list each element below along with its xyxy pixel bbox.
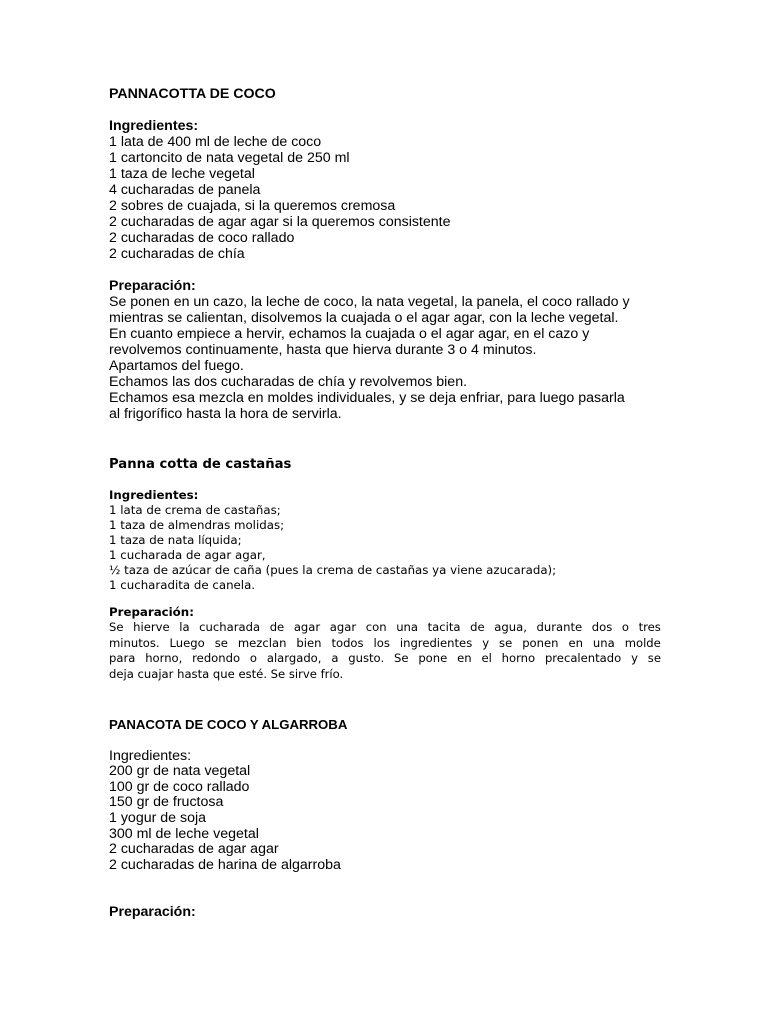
ingredient-item: 1 taza de almendras molidas; xyxy=(109,517,285,532)
ingredients-list xyxy=(109,503,661,592)
preparation-heading: Preparación: xyxy=(109,904,196,921)
ingredient-item: 200 gr de nata vegetal xyxy=(109,763,251,780)
preparation-line: Echamos esa mezcla en moldes individuales, y se deja enfriar, para luego pasarla xyxy=(109,390,625,406)
ingredient-item: 2 cucharadas de agar agar si la queremos consistente xyxy=(109,214,451,230)
ingredient-item: 2 cucharadas de agar agar xyxy=(109,841,279,858)
ingredient-item: 1 cartoncito de nata vegetal de 250 ml xyxy=(109,150,350,166)
ingredients-list xyxy=(109,764,669,873)
recipe-pannacotta-de-coco xyxy=(109,86,669,422)
preparation-line: En cuanto empiece a hervir, echamos la cuajada o el agar agar, en el cazo y xyxy=(109,326,590,342)
recipe-title: PANNACOTTA DE COCO xyxy=(109,86,276,102)
preparation-line: revolvemos continuamente, hasta que hierva durante 3 o 4 minutos. xyxy=(109,342,537,358)
ingredient-item: 100 gr de coco rallado xyxy=(109,778,250,795)
ingredient-item: 1 yogur de soja xyxy=(109,809,207,826)
preparation-line: mientras se calientan, disolvemos la cuajada o el agar agar, con la leche vegetal. xyxy=(109,310,619,326)
preparation-line: al frigorífico hasta la hora de servirla. xyxy=(109,406,342,422)
ingredient-item: ½ taza de azúcar de caña (pues la crema de castañas ya viene azucarada); xyxy=(109,562,557,577)
ingredient-item: 4 cucharadas de panela xyxy=(109,182,261,198)
ingredient-item: 2 cucharadas de coco rallado xyxy=(109,230,295,246)
preparation-heading: Preparación: xyxy=(109,278,196,294)
recipe-title: PANACOTA DE COCO Y ALGARROBA xyxy=(109,717,348,732)
preparation-line: Apartamos del fuego. xyxy=(109,358,244,374)
ingredient-item: 1 lata de crema de castañas; xyxy=(109,503,281,517)
preparation-line: minutos. Luego se mezclan bien todos los ingredientes y se ponen en una molde xyxy=(109,635,661,650)
ingredients-heading: Ingredientes: xyxy=(109,488,199,502)
preparation-line: Echamos las dos cucharadas de chía y revolvemos bien. xyxy=(109,374,468,390)
recipe-title: Panna cotta de castañas xyxy=(109,457,292,472)
preparation-line: Se hierve la cucharada de agar agar con una tacita de agua, durante dos o tres xyxy=(109,620,661,635)
preparation-text xyxy=(109,620,661,682)
recipe-panacota-de-coco-y-algarroba xyxy=(109,717,669,921)
preparation-line: deja cuajar hasta que esté. Se sirve frío. xyxy=(109,666,344,681)
ingredient-item: 1 lata de 400 ml de leche de coco xyxy=(109,134,322,150)
ingredient-item: 1 cucharada de agar agar, xyxy=(109,547,266,562)
ingredients-heading: Ingredientes: xyxy=(109,118,199,134)
ingredient-item: 2 sobres de cuajada, si la queremos cremosa xyxy=(109,198,396,214)
ingredient-item: 1 taza de nata líquida; xyxy=(109,532,242,547)
preparation-line: para horno, redondo o alargado, a gusto. Se pone en el horno precalentado y se xyxy=(109,651,661,666)
recipe-panna-cotta-de-castanas xyxy=(109,456,661,682)
preparation-heading: Preparación: xyxy=(109,605,194,620)
ingredients-list xyxy=(109,134,669,262)
ingredient-item: 2 cucharadas de harina de algarroba xyxy=(109,856,341,873)
ingredient-item: 2 cucharadas de chía xyxy=(109,246,245,262)
ingredient-item: 150 gr de fructosa xyxy=(109,794,224,811)
preparation-line: Se ponen en un cazo, la leche de coco, la nata vegetal, la panela, el coco rallado y xyxy=(109,294,630,310)
ingredient-item: 300 ml de leche vegetal xyxy=(109,825,259,842)
ingredient-item: 1 cucharadita de canela. xyxy=(109,577,256,592)
ingredient-item: 1 taza de leche vegetal xyxy=(109,166,255,182)
ingredients-heading: Ingredientes: xyxy=(109,747,192,764)
preparation-text xyxy=(109,294,669,422)
